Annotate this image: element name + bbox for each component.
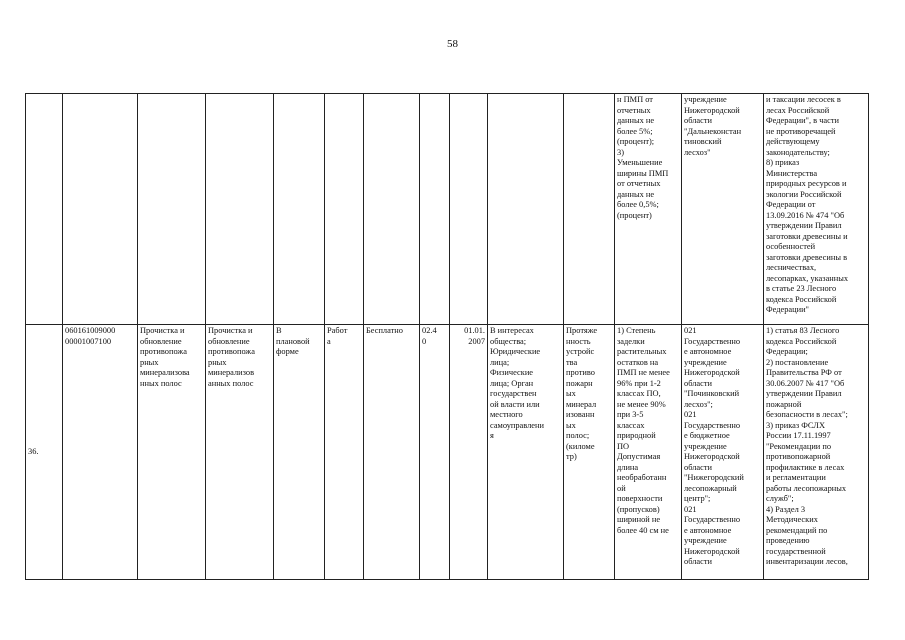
- cell-institutions: 021 Государственно е автономное учреждение Нижегородской области "Починковский лесхоз"; 021 Государственно е бюджетное учреждение Нижегородской области "Нижегородский лесопожарный центр"; 021 Государственно е автономное учреждение Нижегородской области: [682, 325, 764, 580]
- cell-consumers: В интересах общества; Юридические лица; Физические лица; Орган государствен ой власти или местного самоуправлени я: [488, 325, 564, 580]
- table-row: [26, 325, 869, 580]
- cell-number: 36.: [26, 325, 63, 580]
- cell-registry-code: 060161009000 00001007100: [63, 325, 138, 580]
- cell-quality-indicator: 1) Степень заделки растительных остатков на ПМП не менее 96% при 1-2 классах ПО, не менее 90% при 3-5 классах природной ПО Допустимая длина необработанн ой поверхности (пропусков) шириной не более 40 см не: [615, 325, 682, 580]
- cell-payment: Бесплатно: [364, 325, 420, 580]
- registry-table: [25, 93, 869, 580]
- cell-date: [450, 94, 488, 325]
- cell-legal-basis: 1) статья 83 Лесного кодекса Российской Федерации; 2) постановление Правительства РФ от 30.06.2007 № 417 "Об утверждении Правил пожарной безопасности в лесах"; 3) приказ ФСЛХ России 17.11.1997 "Рекомендации по противопожарной профилактике в лесах и регламентации работы лесопожарных служб"; 4) Раздел 3 Методических рекомендаций по проведению государственной инвентаризации лесов,: [764, 325, 869, 580]
- cell-service-name: Прочистка и обновление противопожа рных минерализова нных полос: [138, 325, 206, 580]
- cell-quality-indicator: н ПМП от отчетных данных не более 5%; (процент); 3) Уменьшение ширины ПМП от отчетных данных не более 0,5%; (процент): [615, 94, 682, 325]
- cell-volume-indicator: Протяже нность устройс тва противо пожарн ых минерал изованн ых полос; (киломе тр): [564, 325, 615, 580]
- cell-content: [206, 94, 274, 325]
- cell-type: Работ а: [325, 325, 364, 580]
- cell-consumers: [488, 94, 564, 325]
- cell-form: [274, 94, 325, 325]
- cell-type: [325, 94, 364, 325]
- cell-legal-basis: и таксации лесосек в лесах Российской Федерации", в части не противоречащей действующему законодательству; 8) приказ Министерства природных ресурсов и экологии Российской Федерации от 13.09.2016 № 474 "Об утверждении Правил заготовки древесины и особенностей заготовки древесины в лесничествах, лесопарках, указанных в статье 23 Лесного кодекса Российской Федерации": [764, 94, 869, 325]
- cell-number: [26, 94, 63, 325]
- cell-institutions: учреждение Нижегородской области "Дальнеконстан тиновский лесхоз": [682, 94, 764, 325]
- cell-content: Прочистка и обновление противопожа рных минерализов анных полос: [206, 325, 274, 580]
- table-row: [26, 94, 869, 325]
- page-number: 58: [447, 38, 458, 50]
- cell-okved: [420, 94, 450, 325]
- cell-date: 01.01. 2007: [450, 325, 488, 580]
- cell-form: В плановой форме: [274, 325, 325, 580]
- cell-okved: 02.4 0: [420, 325, 450, 580]
- cell-service-name: [138, 94, 206, 325]
- cell-registry-code: [63, 94, 138, 325]
- cell-payment: [364, 94, 420, 325]
- cell-volume-indicator: [564, 94, 615, 325]
